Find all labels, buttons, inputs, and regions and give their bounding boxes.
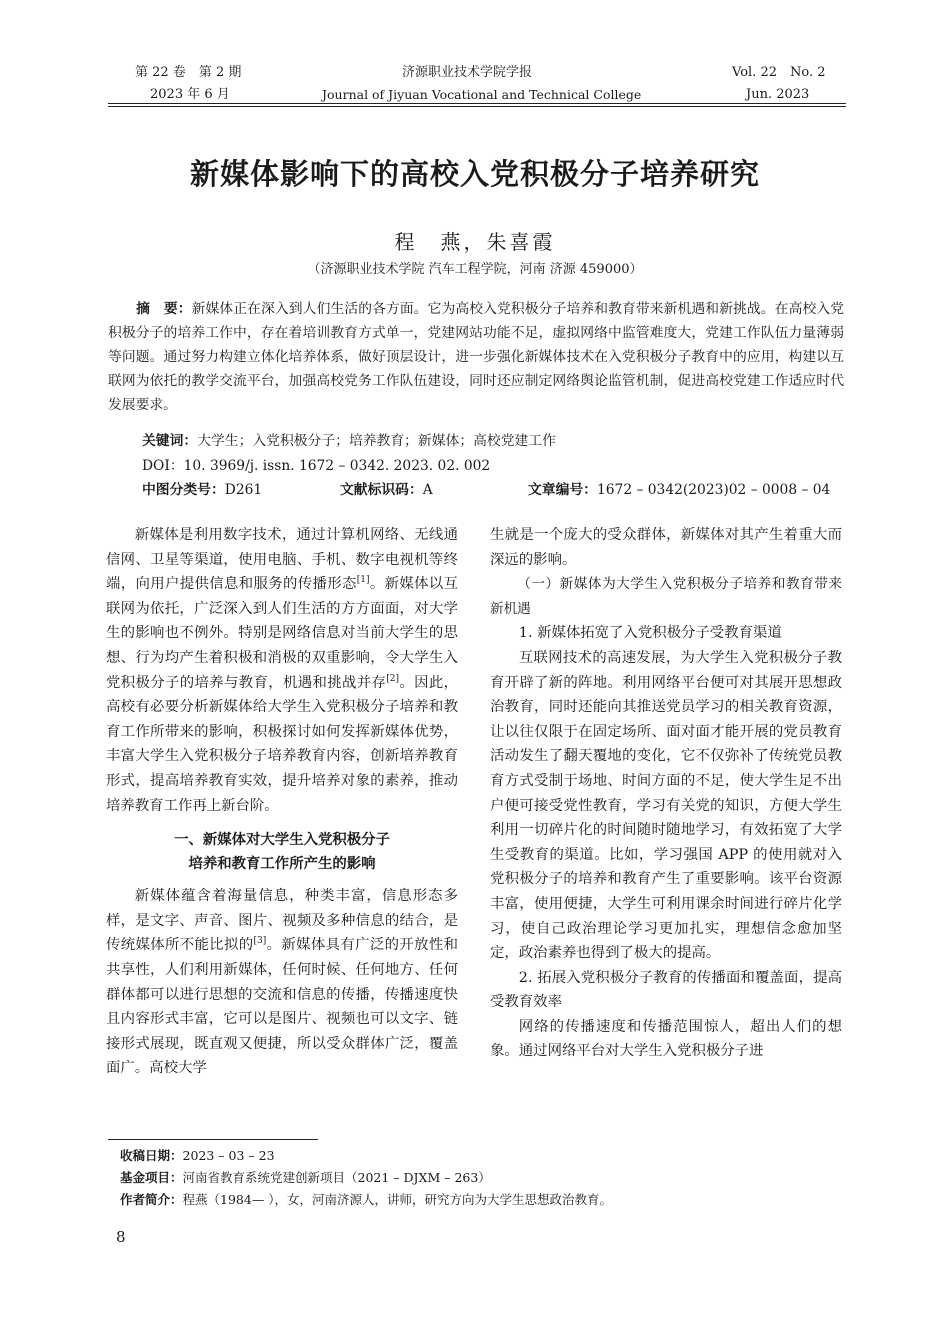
section1-text-2: 。新媒体具有广泛的开放性和共享性，人们利用新媒体，任何时候、任何地方、任何群体都可以进行思想的交流和信息的传播，传播速度快且内容形式丰富，它可以是图片、视频也可以文字、链接形式展现，既直观又便捷，所以受众群体广泛，覆盖面广。高校大学	[106, 937, 458, 1077]
subsection-heading-1: （一）新媒体为大学生入党积极分子培养和教育带来新机遇	[490, 576, 842, 617]
citation-ref-2: [2]	[386, 673, 399, 684]
header-vol-no-en: Vol. 22 No. 2	[732, 65, 826, 80]
header-journal-cn: 济源职业技术学院学报	[402, 65, 533, 80]
header-volume-issue: 第 22 卷 第 2 期	[135, 65, 242, 80]
item1-paragraph: 互联网技术的高速发展，为大学生入党积极分子教育开辟了新的阵地。利用网络平台便可对其展开思想政治教育，同时还能向其推送党员学习的相关教育资源，让以往仅限于在固定场所、面对面才能开展的党员教育活动发生了翻天覆地的变化，它不仅弥补了传统党员教育方式受制于场地、时间方面的不足，使大学生足不出户便可接受党性教育，学习有关党的知识，方便大学生利用一切碎片化的时间随时随地学习，有效拓宽了大学生受教育的渠道。比如，学习强国 APP 的使用就对入党积极分子的培养和教育产生了重要影响。该平台资源丰富，使用便捷，大学生可利用课余时间进行碎片化学习，使自己政治理论学习更加扎实，理想信念愈加坚定，政治素养也得到了极大的提高。	[490, 649, 842, 962]
keywords-label: 关键词：	[142, 433, 198, 449]
author-bio-text: 程燕（1984— ），女，河南济源人，讲师，研究方向为大学生思想政治教育。	[182, 1192, 613, 1207]
document-code	[340, 480, 433, 500]
right-column	[490, 523, 842, 1064]
item-heading-1: 1. 新媒体拓宽了入党积极分子受教育渠道	[518, 625, 782, 642]
fund-text: 河南省教育系统党建创新项目（2021 – DJXM – 263）	[182, 1170, 491, 1185]
header-journal-en: Journal of Jiyuan Vocational and Technical College	[322, 87, 642, 102]
intro-text-2: 。新媒体以互联网为依托，广泛深入到人们生活的方方面面，对大学生的影响也不例外。特别是网络信息对当前大学生的思想、行为均产生着积极和消极的双重影响，令大学生入党积极分子的培养与教育，机遇和挑战并存	[106, 576, 458, 691]
classification-number	[142, 480, 262, 500]
article-no-label: 文章编号：	[528, 482, 597, 498]
article-number	[528, 480, 830, 500]
keywords	[142, 431, 556, 451]
citation-ref-1: [1]	[356, 575, 370, 586]
clc-text: D261	[224, 482, 263, 498]
received-date: 2023 – 03 – 23	[182, 1148, 275, 1163]
doc-code-label: 文献标识码：	[340, 482, 423, 498]
section1-text-1: 新媒体蕴含着海量信息，种类丰富，信息形态多样，是文字、声音、图片、视频及多种信息的结合，是传统媒体所不能比拟的	[106, 888, 458, 954]
doi	[142, 456, 490, 476]
left-column	[106, 523, 458, 1081]
received-label: 收稿日期：	[120, 1148, 183, 1163]
doi-text: 10. 3969/j. issn. 1672 – 0342. 2023. 02. 002	[183, 458, 491, 474]
continued-paragraph: 生就是一个庞大的受众群体，新媒体对其产生着重大而深远的影响。	[490, 527, 842, 568]
doi-label: DOI：	[142, 458, 184, 474]
section-heading-1-line-1: 一、新媒体对大学生入党积极分子	[174, 831, 390, 849]
abstract-label: 摘 要：	[136, 301, 192, 317]
header-date-en: Jun. 2023	[746, 87, 810, 102]
paper-affiliation: （济源职业技术学院 汽车工程学院，河南 济源 459000）	[307, 262, 643, 277]
author-bio-label: 作者简介：	[120, 1192, 183, 1207]
footnote-author	[120, 1190, 612, 1210]
clc-label: 中图分类号：	[142, 482, 225, 498]
citation-ref-3: [3]	[253, 936, 267, 947]
paper-authors: 程 燕，朱喜霞	[394, 230, 556, 254]
intro-text-1: 新媒体是利用数字技术，通过计算机网络、无线通信网、卫星等渠道，使用电脑、手机、数字电视机等终端，向用户提供信息和服务的传播形态	[106, 527, 458, 593]
section1-paragraph	[106, 884, 458, 1081]
footnote-received	[120, 1146, 275, 1166]
section-heading-1-line-2: 培养和教育工作所产生的影响	[188, 855, 376, 873]
doc-code-text: A	[422, 482, 433, 498]
header-date: 2023 年 6 月	[150, 87, 230, 102]
footnote-fund	[120, 1168, 491, 1188]
footnote-rule	[108, 1139, 318, 1140]
header-rule-top	[108, 103, 846, 104]
section-heading-1	[106, 828, 458, 876]
item-heading-2: 2. 拓展入党积极分子教育的传播面和覆盖面，提高受教育效率	[490, 969, 842, 1011]
fund-label: 基金项目：	[120, 1170, 183, 1185]
paper-title: 新媒体影响下的高校入党积极分子培养研究	[189, 157, 760, 191]
item2-paragraph: 网络的传播速度和传播范围惊人，超出人们的想象。通过网络平台对大学生入党积极分子进	[490, 1018, 842, 1060]
abstract-text: 新媒体正在深入到人们生活的各方面。它为高校入党积极分子培养和教育带来新机遇和新挑战。在高校入党积极分子的培养工作中，存在着培训教育方式单一，党建网站功能不足，虚拟网络中监管难度大，党建工作队伍力量薄弱等问题。通过努力构建立体化培养体系，做好顶层设计，进一步强化新媒体技术在入党积极分子教育中的应用，构建以互联网为依托的教学交流平台，加强高校党务工作队伍建设，同时还应制定网络舆论监管机制，促进高校党建工作适应时代发展要求。	[108, 301, 845, 413]
keywords-text: 大学生；入党积极分子；培养教育；新媒体；高校党建工作	[197, 433, 556, 449]
intro-paragraph	[106, 523, 458, 818]
intro-text-3: 。因此，高校有必要分析新媒体给大学生入党积极分子培养和教育工作所带来的影响，积极探讨如何发挥新媒体优势，丰富大学生入党积极分子培养教育内容，创新培养教育形式，提高培养教育实效，提升培养对象的素养，推动培养教育工作再上新台阶。	[106, 674, 458, 814]
page-number: 8	[116, 1228, 126, 1246]
article-no-text: 1672 – 0342(2023)02 – 0008 – 04	[596, 482, 831, 498]
header-rule-bottom	[108, 106, 846, 107]
abstract	[108, 297, 844, 417]
